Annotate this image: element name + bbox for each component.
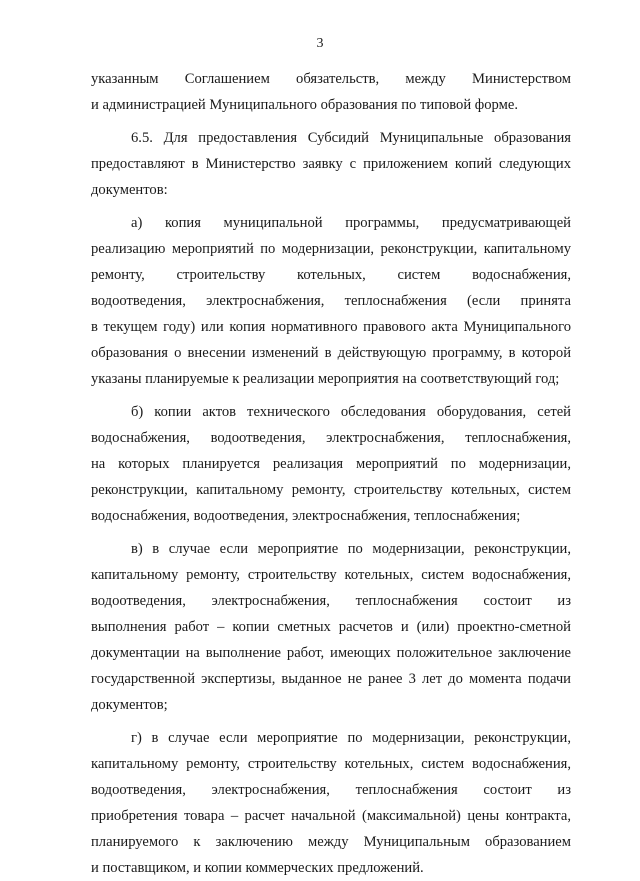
text-line: г) в случае если мероприятие по модернизации, реконструкции, bbox=[131, 730, 571, 746]
text-line: реализацию мероприятий по модернизации, реконструкции, капитальному bbox=[91, 241, 571, 257]
text-line: б) копии актов технического обследования оборудования, сетей bbox=[131, 404, 571, 420]
text-line: указаны планируемые к реализации мероприятия на соответствующий год; bbox=[91, 371, 560, 387]
text-line: планируемого к заключению между Муниципальным образованием bbox=[91, 834, 571, 850]
text-line: государственной экспертизы, выданное не ранее 3 лет до момента подачи bbox=[91, 671, 571, 687]
text-line: водоотведения, электроснабжения, теплоснабжения (если принята bbox=[91, 293, 571, 309]
text-line: капитальному ремонту, строительству котельных, систем водоснабжения, bbox=[91, 756, 571, 772]
text-line: на которых планируется реализация мероприятий по модернизации, bbox=[91, 456, 571, 472]
text-line: документов: bbox=[91, 182, 168, 198]
text-line: водоснабжения, водоотведения, электроснабжения, теплоснабжения; bbox=[91, 508, 521, 524]
paragraph bbox=[91, 725, 571, 881]
text-line: реконструкции, капитальному ремонту, строительству котельных, систем bbox=[91, 482, 571, 498]
text-line: и администрацией Муниципального образования по типовой форме. bbox=[91, 97, 518, 113]
text-line: в текущем году) или копия нормативного правового акта Муниципального bbox=[91, 319, 571, 335]
text-line: водоснабжения, водоотведения, электроснабжения, теплоснабжения, bbox=[91, 430, 571, 446]
paragraph bbox=[91, 399, 571, 529]
text-line: указанным Соглашением обязательств, между Министерством bbox=[91, 71, 571, 87]
paragraph bbox=[91, 125, 571, 203]
text-line: документации на выполнение работ, имеющих положительное заключение bbox=[91, 645, 571, 661]
page-number: 3 bbox=[316, 36, 324, 51]
text-line: предоставляют в Министерство заявку с приложением копий следующих bbox=[91, 156, 571, 172]
paragraph bbox=[91, 210, 571, 392]
text-line: капитальному ремонту, строительству котельных, систем водоснабжения, bbox=[91, 567, 571, 583]
text-line: ремонту, строительству котельных, систем водоснабжения, bbox=[91, 267, 571, 283]
text-line: выполнения работ – копии сметных расчетов и (или) проектно-сметной bbox=[91, 619, 571, 635]
text-line: а) копия муниципальной программы, предусматривающей bbox=[131, 215, 571, 231]
paragraph bbox=[91, 66, 571, 118]
text-line: приобретения товара – расчет начальной (максимальной) цены контракта, bbox=[91, 808, 571, 824]
text-line: в) в случае если мероприятие по модернизации, реконструкции, bbox=[131, 541, 571, 557]
text-line: и поставщиком, и копии коммерческих предложений. bbox=[91, 860, 424, 876]
document-body bbox=[91, 66, 571, 881]
text-line: 6.5. Для предоставления Субсидий Муниципальные образования bbox=[131, 130, 571, 146]
text-line: образования о внесении изменений в действующую программу, в которой bbox=[91, 345, 571, 361]
text-line: водоотведения, электроснабжения, теплоснабжения состоит из bbox=[91, 782, 571, 798]
text-line: водоотведения, электроснабжения, теплоснабжения состоит из bbox=[91, 593, 571, 609]
paragraph bbox=[91, 536, 571, 718]
text-line: документов; bbox=[91, 697, 168, 713]
